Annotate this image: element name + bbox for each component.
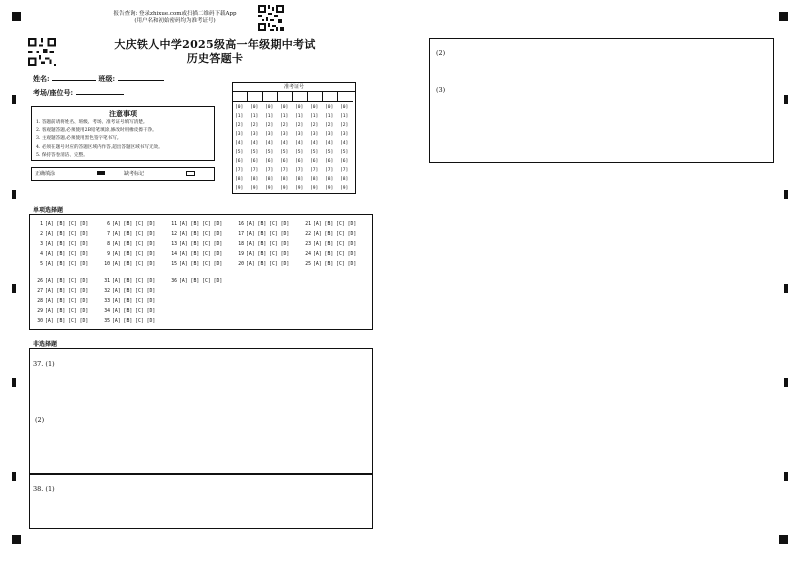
- exam-id-digit-bubble[interactable]: [3]: [295, 132, 304, 137]
- exam-id-digit-bubble[interactable]: [9]: [325, 186, 334, 191]
- choice-question-29[interactable]: [36, 309, 88, 314]
- answer-options[interactable]: [A] [B] [C] [D]: [45, 242, 89, 247]
- exam-id-digit-bubble[interactable]: [9]: [265, 186, 274, 191]
- answer-options[interactable]: [A] [B] [C] [D]: [45, 252, 89, 257]
- answer-options[interactable]: [A] [B] [C] [D]: [112, 309, 156, 314]
- choice-question-2[interactable]: [36, 232, 88, 237]
- choice-question-16[interactable]: [237, 222, 289, 227]
- exam-id-digit-bubble[interactable]: [4]: [340, 141, 349, 146]
- right-part2-label: (2): [436, 49, 446, 57]
- answer-options[interactable]: [A] [B] [C] [D]: [246, 232, 290, 237]
- exam-id-digit-bubble[interactable]: [8]: [250, 177, 259, 182]
- exam-id-digit-bubble[interactable]: [6]: [340, 159, 349, 164]
- exam-id-digit-bubble[interactable]: [2]: [295, 123, 304, 128]
- exam-id-digit-bubble[interactable]: [7]: [250, 168, 259, 173]
- exam-id-digit-bubble[interactable]: [1]: [325, 114, 334, 119]
- exam-id-digit-bubble[interactable]: [2]: [310, 123, 319, 128]
- choice-question-35[interactable]: [103, 319, 155, 324]
- notice-item: 3. 主观题答题,必须使用黑色签字笔书写。: [36, 136, 122, 142]
- choice-question-26[interactable]: [36, 279, 88, 284]
- exam-id-digit-bubble[interactable]: [6]: [295, 159, 304, 164]
- exam-id-digit-bubble[interactable]: [3]: [265, 132, 274, 137]
- answer-options[interactable]: [A] [B] [C] [D]: [112, 279, 156, 284]
- exam-id-digit-bubble[interactable]: [5]: [295, 150, 304, 155]
- question-number: 6: [107, 222, 110, 227]
- question-number: 29: [37, 309, 43, 314]
- exam-id-digit-bubble[interactable]: [5]: [235, 150, 244, 155]
- corner-mark-bottom-left: [12, 535, 21, 544]
- room-seat-row: [33, 88, 124, 98]
- exam-id-digit-bubble[interactable]: [8]: [295, 177, 304, 182]
- q38-part1-label: 38. (1): [33, 485, 55, 493]
- exam-id-digit-bubble[interactable]: [4]: [325, 141, 334, 146]
- exam-id-digit-bubble[interactable]: [2]: [325, 123, 334, 128]
- question-number: 17: [238, 232, 244, 237]
- question-number: 10: [104, 262, 110, 267]
- exam-id-digit-bubble[interactable]: [0]: [340, 105, 349, 110]
- question-number: 2: [40, 232, 43, 237]
- room-seat-label: 考场/座位号:: [33, 88, 74, 97]
- choice-question-27[interactable]: [36, 289, 88, 294]
- question-number: 7: [107, 232, 110, 237]
- timing-mark: [784, 284, 788, 293]
- question-number: 9: [107, 252, 110, 257]
- corner-mark-top-right: [779, 12, 788, 21]
- exam-title-line2: 历史答题卡: [186, 52, 244, 65]
- answer-options[interactable]: [A] [B] [C] [D]: [179, 262, 223, 267]
- right-part3-label: (3): [436, 86, 446, 94]
- exam-id-digit-bubble[interactable]: [2]: [280, 123, 289, 128]
- exam-id-digit-bubble[interactable]: [1]: [265, 114, 274, 119]
- exam-id-digit-bubble[interactable]: [4]: [265, 141, 274, 146]
- question-number: 12: [171, 232, 177, 237]
- class-label: 班级:: [98, 74, 116, 83]
- answer-options[interactable]: [A] [B] [C] [D]: [179, 222, 223, 227]
- answer-options[interactable]: [A] [B] [C] [D]: [45, 279, 89, 284]
- answer-options[interactable]: [A] [B] [C] [D]: [179, 252, 223, 257]
- answer-area-q37[interactable]: [29, 348, 373, 475]
- answer-options[interactable]: [A] [B] [C] [D]: [246, 222, 290, 227]
- corner-mark-top-left: [12, 12, 21, 21]
- exam-id-digit-bubble[interactable]: [9]: [340, 186, 349, 191]
- name-field[interactable]: [52, 80, 96, 81]
- exam-id-digit-bubble[interactable]: [0]: [325, 105, 334, 110]
- notice-item: 4. 必须在题号对应的答题区域内作答,超出答题区域书写无效。: [36, 144, 163, 150]
- exam-id-digit-bubble[interactable]: [7]: [280, 168, 289, 173]
- exam-id-digit-bubble[interactable]: [4]: [235, 141, 244, 146]
- non-choice-label: 非选择题: [33, 341, 58, 348]
- name-class-row: [33, 74, 164, 84]
- question-number: 32: [104, 289, 110, 294]
- choice-question-30[interactable]: [36, 319, 88, 324]
- exam-id-digit-bubble[interactable]: [8]: [325, 177, 334, 182]
- answer-options[interactable]: [A] [B] [C] [D]: [45, 232, 89, 237]
- choice-question-34[interactable]: [103, 309, 155, 314]
- exam-id-digit-bubble[interactable]: [4]: [295, 141, 304, 146]
- question-number: 11: [171, 222, 177, 227]
- answer-options[interactable]: [A] [B] [C] [D]: [179, 232, 223, 237]
- question-number: 23: [305, 242, 311, 247]
- notice-item: 1. 答题前请将姓名、班级、考场、准考证号填写清楚。: [36, 120, 148, 125]
- question-number: 18: [238, 242, 244, 247]
- answer-options[interactable]: [A] [B] [C] [D]: [313, 252, 357, 257]
- exam-id-write-cell[interactable]: [233, 92, 248, 102]
- exam-id-write-cell[interactable]: [293, 92, 308, 102]
- question-number: 13: [171, 242, 177, 247]
- exam-id-digit-bubble[interactable]: [0]: [250, 105, 259, 110]
- answer-options[interactable]: [A] [B] [C] [D]: [45, 299, 89, 304]
- report-query-note: [100, 11, 250, 25]
- choice-question-4[interactable]: [36, 252, 88, 257]
- choice-question-14[interactable]: [170, 252, 222, 257]
- exam-id-digit-bubble[interactable]: [0]: [235, 105, 244, 110]
- exam-id-write-cell[interactable]: [248, 92, 263, 102]
- choice-question-31[interactable]: [103, 279, 155, 284]
- answer-options[interactable]: [A] [B] [C] [D]: [112, 299, 156, 304]
- exam-id-write-cell[interactable]: [278, 92, 293, 102]
- exam-id-digit-bubble[interactable]: [3]: [325, 132, 334, 137]
- answer-options[interactable]: [A] [B] [C] [D]: [313, 232, 357, 237]
- answer-options[interactable]: [A] [B] [C] [D]: [45, 319, 89, 324]
- choice-question-36[interactable]: [170, 279, 222, 284]
- exam-id-digit-bubble[interactable]: [5]: [325, 150, 334, 155]
- exam-title-line1: 大庆铁人中学2025级高一年级期中考试: [114, 38, 316, 51]
- choice-question-9[interactable]: [103, 252, 155, 257]
- report-query-line2: (用户名和初始密码均为准考证号): [134, 18, 216, 24]
- exam-id-digit-bubble[interactable]: [6]: [250, 159, 259, 164]
- exam-id-digit-bubble[interactable]: [7]: [325, 168, 334, 173]
- answer-options[interactable]: [A] [B] [C] [D]: [112, 262, 156, 267]
- exam-id-digit-bubble[interactable]: [0]: [295, 105, 304, 110]
- answer-options[interactable]: [A] [B] [C] [D]: [179, 279, 223, 284]
- choice-question-1[interactable]: [36, 222, 88, 227]
- exam-id-digit-bubble[interactable]: [4]: [280, 141, 289, 146]
- choice-question-18[interactable]: [237, 242, 289, 247]
- answer-options[interactable]: [A] [B] [C] [D]: [45, 289, 89, 294]
- answer-options[interactable]: [A] [B] [C] [D]: [179, 242, 223, 247]
- exam-id-digit-bubble[interactable]: [3]: [235, 132, 244, 137]
- choice-question-17[interactable]: [237, 232, 289, 237]
- exam-id-title: 准考证号: [233, 83, 355, 92]
- exam-id-digit-bubble[interactable]: [6]: [235, 159, 244, 164]
- question-number: 24: [305, 252, 311, 257]
- question-number: 27: [37, 289, 43, 294]
- exam-id-digit-bubble[interactable]: [0]: [280, 105, 289, 110]
- exam-id-digit-bubble[interactable]: [2]: [250, 123, 259, 128]
- choice-question-19[interactable]: [237, 252, 289, 257]
- exam-id-digit-bubble[interactable]: [6]: [280, 159, 289, 164]
- question-number: 35: [104, 319, 110, 324]
- notice-item: 2. 客观题答题,必须使用2B铅笔填涂,修改时用橡皮擦干净。: [36, 128, 157, 134]
- exam-id-digit-bubble[interactable]: [6]: [310, 159, 319, 164]
- answer-options[interactable]: [A] [B] [C] [D]: [112, 242, 156, 247]
- correct-fill-sample: [97, 171, 105, 175]
- exam-id-digit-bubble[interactable]: [4]: [250, 141, 259, 146]
- choice-question-11[interactable]: [170, 222, 222, 227]
- answer-options[interactable]: [A] [B] [C] [D]: [45, 262, 89, 267]
- exam-id-digit-bubble[interactable]: [7]: [295, 168, 304, 173]
- answer-options[interactable]: [A] [B] [C] [D]: [45, 222, 89, 227]
- question-number: 5: [40, 262, 43, 267]
- exam-id-digit-bubble[interactable]: [3]: [280, 132, 289, 137]
- exam-id-digit-bubble[interactable]: [5]: [340, 150, 349, 155]
- answer-area-right[interactable]: [429, 38, 774, 163]
- exam-id-digit-bubble[interactable]: [1]: [340, 114, 349, 119]
- exam-id-digit-bubble[interactable]: [1]: [295, 114, 304, 119]
- question-number: 26: [37, 279, 43, 284]
- exam-id-digit-bubble[interactable]: [0]: [310, 105, 319, 110]
- exam-id-grid: [232, 82, 356, 194]
- exam-id-write-cell[interactable]: [263, 92, 278, 102]
- notice-title: 注意事项: [109, 109, 137, 118]
- corner-mark-bottom-right: [779, 535, 788, 544]
- answer-options[interactable]: [A] [B] [C] [D]: [45, 309, 89, 314]
- exam-id-digit-bubble[interactable]: [3]: [250, 132, 259, 137]
- report-query-line1: 报告查询: 登录zhixue.com或扫描二维码下载App: [113, 11, 237, 17]
- exam-id-digit-bubble[interactable]: [9]: [280, 186, 289, 191]
- exam-id-digit-bubble[interactable]: [5]: [310, 150, 319, 155]
- choice-question-6[interactable]: [103, 222, 155, 227]
- q37-part1-label: 37. (1): [33, 360, 55, 368]
- room-seat-field[interactable]: [76, 94, 124, 95]
- question-number: 25: [305, 262, 311, 267]
- choice-question-22[interactable]: [304, 232, 356, 237]
- answer-options[interactable]: [A] [B] [C] [D]: [313, 222, 357, 227]
- question-number: 20: [238, 262, 244, 267]
- exam-id-digit-bubble[interactable]: [8]: [235, 177, 244, 182]
- answer-options[interactable]: [A] [B] [C] [D]: [313, 262, 357, 267]
- exam-id-digit-bubble[interactable]: [9]: [250, 186, 259, 191]
- choice-question-10[interactable]: [103, 262, 155, 267]
- timing-mark: [12, 472, 16, 481]
- exam-id-digit-bubble[interactable]: [6]: [265, 159, 274, 164]
- question-number: 30: [37, 319, 43, 324]
- choice-question-7[interactable]: [103, 232, 155, 237]
- exam-id-digit-bubble[interactable]: [7]: [310, 168, 319, 173]
- exam-id-digit-bubble[interactable]: [2]: [340, 123, 349, 128]
- timing-mark: [784, 190, 788, 199]
- question-number: 21: [305, 222, 311, 227]
- notice-box: [31, 106, 215, 161]
- question-number: 34: [104, 309, 110, 314]
- exam-title: [100, 38, 330, 66]
- timing-mark: [784, 378, 788, 387]
- question-number: 14: [171, 252, 177, 257]
- question-number: 33: [104, 299, 110, 304]
- choice-question-28[interactable]: [36, 299, 88, 304]
- class-field[interactable]: [118, 80, 164, 81]
- exam-id-digit-bubble[interactable]: [2]: [265, 123, 274, 128]
- exam-id-digit-bubble[interactable]: [1]: [250, 114, 259, 119]
- exam-id-write-cell[interactable]: [308, 92, 323, 102]
- timing-mark: [784, 95, 788, 104]
- exam-id-digit-bubble[interactable]: [2]: [235, 123, 244, 128]
- question-number: 4: [40, 252, 43, 257]
- exam-id-digit-bubble[interactable]: [8]: [310, 177, 319, 182]
- exam-id-digit-bubble[interactable]: [3]: [310, 132, 319, 137]
- exam-id-digit-bubble[interactable]: [6]: [325, 159, 334, 164]
- choice-question-13[interactable]: [170, 242, 222, 247]
- exam-id-digit-bubble[interactable]: [1]: [235, 114, 244, 119]
- choice-question-25[interactable]: [304, 262, 356, 267]
- answer-options[interactable]: [A] [B] [C] [D]: [112, 232, 156, 237]
- choice-question-5[interactable]: [36, 262, 88, 267]
- exam-id-digit-bubble[interactable]: [8]: [280, 177, 289, 182]
- choice-question-3[interactable]: [36, 242, 88, 247]
- choice-question-12[interactable]: [170, 232, 222, 237]
- exam-id-write-cell[interactable]: [323, 92, 338, 102]
- question-number: 28: [37, 299, 43, 304]
- exam-id-digit-bubble[interactable]: [8]: [265, 177, 274, 182]
- choice-question-24[interactable]: [304, 252, 356, 257]
- answer-options[interactable]: [A] [B] [C] [D]: [246, 242, 290, 247]
- notice-item: 5. 保持答卷清洁、完整。: [36, 152, 88, 158]
- answer-options[interactable]: [A] [B] [C] [D]: [313, 242, 357, 247]
- question-number: 22: [305, 232, 311, 237]
- exam-id-digit-bubble[interactable]: [7]: [265, 168, 274, 173]
- exam-id-digit-bubble[interactable]: [9]: [295, 186, 304, 191]
- name-label: 姓名:: [33, 74, 50, 83]
- choice-question-15[interactable]: [170, 262, 222, 267]
- timing-mark: [12, 284, 16, 293]
- fill-example-box: [31, 167, 215, 181]
- choice-question-32[interactable]: [103, 289, 155, 294]
- timing-mark: [12, 378, 16, 387]
- answer-options[interactable]: [A] [B] [C] [D]: [112, 319, 156, 324]
- answer-options[interactable]: [A] [B] [C] [D]: [246, 252, 290, 257]
- single-choice-box: [29, 214, 373, 330]
- choice-question-21[interactable]: [304, 222, 356, 227]
- exam-id-digit-bubble[interactable]: [9]: [310, 186, 319, 191]
- choice-question-23[interactable]: [304, 242, 356, 247]
- answer-options[interactable]: [A] [B] [C] [D]: [112, 289, 156, 294]
- question-number: 8: [107, 242, 110, 247]
- question-number: 15: [171, 262, 177, 267]
- exam-id-digit-bubble[interactable]: [8]: [340, 177, 349, 182]
- correct-fill-label: 正确填涂: [35, 171, 56, 177]
- choice-question-8[interactable]: [103, 242, 155, 247]
- exam-id-digit-bubble[interactable]: [1]: [280, 114, 289, 119]
- exam-id-digit-bubble[interactable]: [7]: [340, 168, 349, 173]
- question-number: 19: [238, 252, 244, 257]
- question-number: 31: [104, 279, 110, 284]
- q37-part2-label: (2): [35, 416, 45, 424]
- answer-area-q38[interactable]: [29, 473, 373, 529]
- question-number: 36: [171, 279, 177, 284]
- exam-id-digit-bubble[interactable]: [5]: [280, 150, 289, 155]
- app-qr-code: [258, 5, 284, 31]
- exam-id-digit-bubble[interactable]: [5]: [250, 150, 259, 155]
- answer-options[interactable]: [A] [B] [C] [D]: [112, 252, 156, 257]
- timing-mark: [12, 190, 16, 199]
- choice-question-33[interactable]: [103, 299, 155, 304]
- timing-mark: [12, 95, 16, 104]
- exam-id-digit-bubble[interactable]: [5]: [265, 150, 274, 155]
- question-number: 16: [238, 222, 244, 227]
- exam-id-digit-bubble[interactable]: [9]: [235, 186, 244, 191]
- question-number: 1: [40, 222, 43, 227]
- question-number: 3: [40, 242, 43, 247]
- exam-id-digit-bubble[interactable]: [3]: [340, 132, 349, 137]
- answer-options[interactable]: [A] [B] [C] [D]: [112, 222, 156, 227]
- student-qr-code: [28, 38, 56, 66]
- choice-question-20[interactable]: [237, 262, 289, 267]
- single-choice-label: 单项选择题: [33, 207, 64, 214]
- exam-id-digit-bubble[interactable]: [0]: [265, 105, 274, 110]
- absent-mark-checkbox[interactable]: [186, 171, 195, 176]
- exam-id-digit-bubble[interactable]: [1]: [310, 114, 319, 119]
- absent-mark-label: 缺考标记: [124, 171, 145, 177]
- exam-id-digit-bubble[interactable]: [7]: [235, 168, 244, 173]
- exam-id-digit-bubble[interactable]: [4]: [310, 141, 319, 146]
- timing-mark: [784, 472, 788, 481]
- exam-id-write-cell[interactable]: [338, 92, 353, 102]
- answer-options[interactable]: [A] [B] [C] [D]: [246, 262, 290, 267]
